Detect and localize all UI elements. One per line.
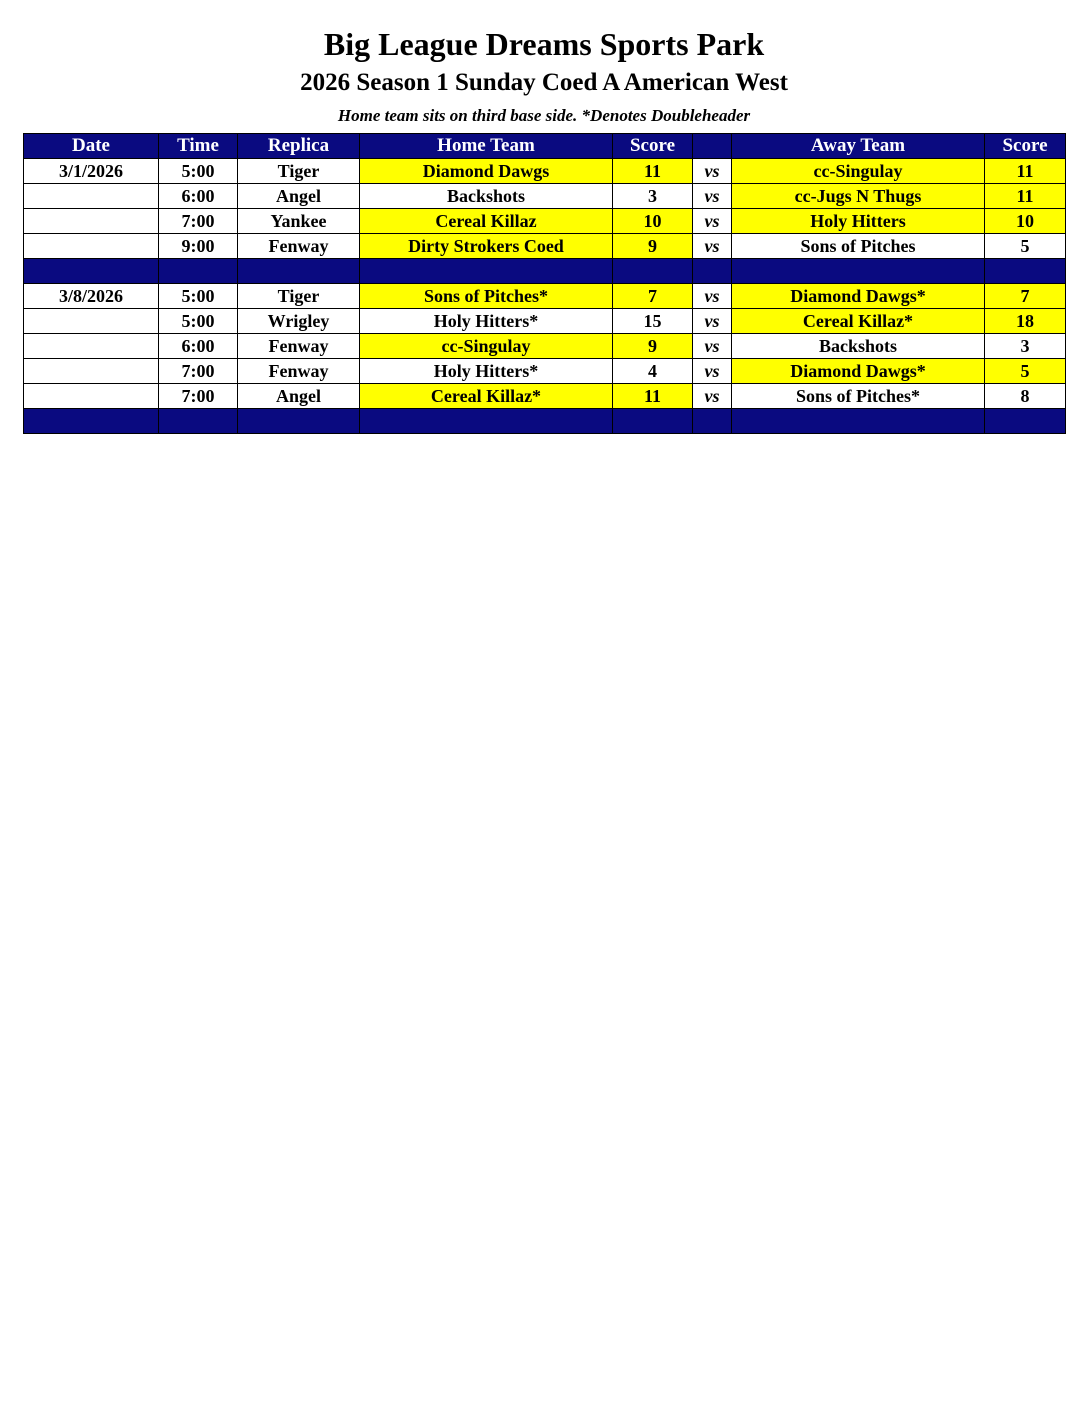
- schedule-table: [23, 133, 1066, 434]
- away-score-cell: 3: [985, 334, 1066, 359]
- home-team-cell: Backshots: [360, 184, 613, 209]
- away-team-cell: Diamond Dawgs*: [732, 284, 985, 309]
- col-header-away-score: Score: [985, 134, 1066, 159]
- separator-cell: [613, 409, 693, 434]
- date-cell: [24, 209, 159, 234]
- home-score-cell: 3: [613, 184, 693, 209]
- vs-cell: vs: [693, 359, 732, 384]
- separator-cell: [360, 259, 613, 284]
- away-team-cell: cc-Singulay: [732, 159, 985, 184]
- home-team-cell: Cereal Killaz: [360, 209, 613, 234]
- date-cell: [24, 334, 159, 359]
- away-score-cell: 5: [985, 234, 1066, 259]
- vs-cell: vs: [693, 159, 732, 184]
- time-cell: 7:00: [159, 359, 238, 384]
- replica-cell: Angel: [238, 184, 360, 209]
- away-score-cell: 7: [985, 284, 1066, 309]
- away-team-cell: cc-Jugs N Thugs: [732, 184, 985, 209]
- separator-cell: [985, 259, 1066, 284]
- vs-cell: vs: [693, 209, 732, 234]
- replica-cell: Fenway: [238, 234, 360, 259]
- time-cell: 7:00: [159, 384, 238, 409]
- replica-cell: Fenway: [238, 334, 360, 359]
- away-score-cell: 18: [985, 309, 1066, 334]
- away-team-cell: Cereal Killaz*: [732, 309, 985, 334]
- table-header-row: [24, 134, 1066, 159]
- away-team-cell: Sons of Pitches: [732, 234, 985, 259]
- vs-cell: vs: [693, 284, 732, 309]
- table-row: [24, 209, 1066, 234]
- separator-cell: [24, 259, 159, 284]
- vs-cell: vs: [693, 184, 732, 209]
- home-score-cell: 15: [613, 309, 693, 334]
- home-score-cell: 11: [613, 384, 693, 409]
- date-cell: 3/8/2026: [24, 284, 159, 309]
- separator-cell: [693, 409, 732, 434]
- separator-cell: [985, 409, 1066, 434]
- home-score-cell: 9: [613, 334, 693, 359]
- date-cell: 3/1/2026: [24, 159, 159, 184]
- col-header-vs: [693, 134, 732, 159]
- time-cell: 6:00: [159, 184, 238, 209]
- col-header-replica: Replica: [238, 134, 360, 159]
- replica-cell: Fenway: [238, 359, 360, 384]
- away-score-cell: 11: [985, 184, 1066, 209]
- home-team-cell: Sons of Pitches*: [360, 284, 613, 309]
- date-cell: [24, 384, 159, 409]
- vs-cell: vs: [693, 334, 732, 359]
- away-team-cell: Backshots: [732, 334, 985, 359]
- replica-cell: Wrigley: [238, 309, 360, 334]
- table-row: [24, 284, 1066, 309]
- page-note: Home team sits on third base side. *Denotes Doubleheader: [337, 106, 751, 125]
- date-cell: [24, 184, 159, 209]
- separator-cell: [238, 259, 360, 284]
- table-row: [24, 309, 1066, 334]
- table-row: [24, 384, 1066, 409]
- home-score-cell: 9: [613, 234, 693, 259]
- page-subtitle: 2026 Season 1 Sunday Coed A American West: [300, 69, 788, 96]
- time-cell: 6:00: [159, 334, 238, 359]
- col-header-away-team: Away Team: [732, 134, 985, 159]
- home-team-cell: Holy Hitters*: [360, 309, 613, 334]
- replica-cell: Yankee: [238, 209, 360, 234]
- date-cell: [24, 234, 159, 259]
- separator-cell: [613, 259, 693, 284]
- separator-cell: [24, 409, 159, 434]
- home-score-cell: 4: [613, 359, 693, 384]
- table-row: [24, 359, 1066, 384]
- time-cell: 5:00: [159, 284, 238, 309]
- replica-cell: Tiger: [238, 284, 360, 309]
- col-header-time: Time: [159, 134, 238, 159]
- away-score-cell: 10: [985, 209, 1066, 234]
- separator-cell: [732, 259, 985, 284]
- vs-cell: vs: [693, 384, 732, 409]
- time-cell: 7:00: [159, 209, 238, 234]
- vs-cell: vs: [693, 309, 732, 334]
- schedule-body: [24, 159, 1066, 434]
- away-team-cell: Diamond Dawgs*: [732, 359, 985, 384]
- away-score-cell: 11: [985, 159, 1066, 184]
- home-score-cell: 11: [613, 159, 693, 184]
- separator-cell: [238, 409, 360, 434]
- time-cell: 5:00: [159, 159, 238, 184]
- table-row: [24, 234, 1066, 259]
- vs-cell: vs: [693, 234, 732, 259]
- home-team-cell: Diamond Dawgs: [360, 159, 613, 184]
- separator-cell: [732, 409, 985, 434]
- home-team-cell: Holy Hitters*: [360, 359, 613, 384]
- home-team-cell: Dirty Strokers Coed: [360, 234, 613, 259]
- separator-cell: [159, 259, 238, 284]
- date-cell: [24, 359, 159, 384]
- page-title: Big League Dreams Sports Park: [323, 26, 765, 62]
- time-cell: 5:00: [159, 309, 238, 334]
- col-header-home-score: Score: [613, 134, 693, 159]
- date-cell: [24, 309, 159, 334]
- col-header-home-team: Home Team: [360, 134, 613, 159]
- home-team-cell: Cereal Killaz*: [360, 384, 613, 409]
- replica-cell: Angel: [238, 384, 360, 409]
- separator-row: [24, 259, 1066, 284]
- table-row: [24, 184, 1066, 209]
- home-team-cell: cc-Singulay: [360, 334, 613, 359]
- replica-cell: Tiger: [238, 159, 360, 184]
- time-cell: 9:00: [159, 234, 238, 259]
- away-score-cell: 8: [985, 384, 1066, 409]
- home-score-cell: 7: [613, 284, 693, 309]
- separator-row: [24, 409, 1066, 434]
- away-team-cell: Holy Hitters: [732, 209, 985, 234]
- separator-cell: [159, 409, 238, 434]
- separator-cell: [360, 409, 613, 434]
- table-row: [24, 159, 1066, 184]
- away-score-cell: 5: [985, 359, 1066, 384]
- separator-cell: [693, 259, 732, 284]
- table-row: [24, 334, 1066, 359]
- col-header-date: Date: [24, 134, 159, 159]
- away-team-cell: Sons of Pitches*: [732, 384, 985, 409]
- home-score-cell: 10: [613, 209, 693, 234]
